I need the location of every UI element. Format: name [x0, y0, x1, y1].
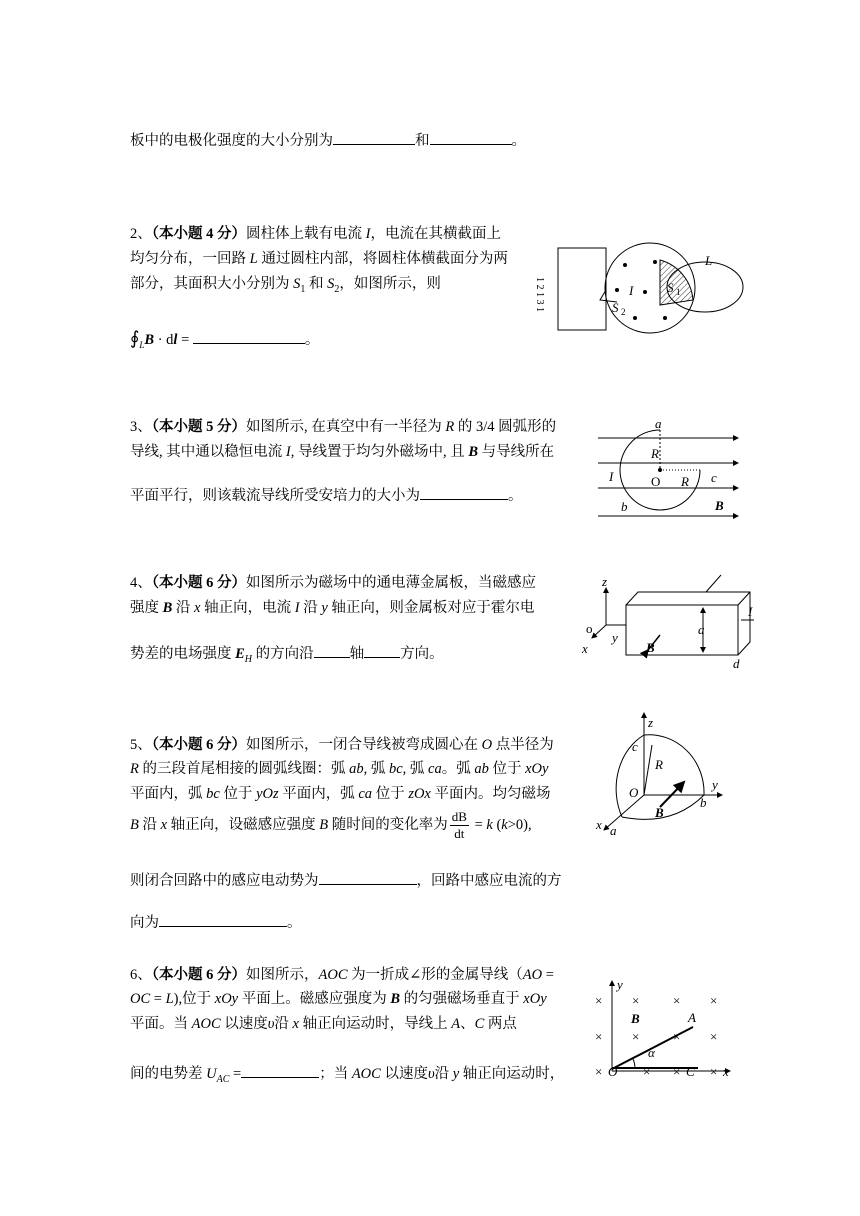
q5-fig-a: a [610, 823, 617, 838]
q4-fig-z: z [602, 574, 608, 589]
q5-fig-O: O [629, 785, 639, 800]
q2-line-2: 均匀分布，一回路 L 通过圆柱内部，将圆柱体横截面分为两 [130, 251, 508, 267]
q3-fig-R1: R [651, 446, 659, 461]
q3-fig-c: c [711, 470, 717, 485]
svg-text:×: × [643, 1064, 651, 1079]
svg-text:×: × [595, 1064, 603, 1079]
q3-figure [595, 418, 745, 528]
q3-fig-B: B [715, 498, 724, 513]
answer-blank [430, 130, 512, 145]
q2-fig-S2: S [612, 300, 619, 315]
answer-blank [364, 643, 400, 658]
answer-blank [241, 1063, 319, 1078]
q2-fig-S1: S [667, 280, 674, 295]
answer-blank [314, 643, 350, 658]
svg-text:×: × [673, 1029, 681, 1044]
q2-fig-I: I [629, 283, 634, 298]
q2-figure [534, 240, 765, 340]
contour-integral: ∮ [130, 328, 140, 348]
svg-text:×: × [595, 1029, 603, 1044]
q5-fig-b: b [700, 795, 707, 810]
q5-line-2: R 的三段首尾相接的圆弧线圈：弧 ab, 弧 bc, 弧 ca。弧 ab 位于 xOy [130, 761, 549, 777]
svg-text:×: × [595, 993, 603, 1008]
q5-line-5: 则闭合回路中的感应电动势为 ，回路中感应电流的方 [130, 870, 562, 891]
q5-fig-z: z [648, 715, 654, 730]
q3-fig-I: I [609, 469, 614, 484]
q5-line-4: B 沿 x 轴正向，设磁感应强度 B 随时间的变化率为 $\frac{dB}{dt}$ = k (k>0), [130, 809, 532, 842]
q6-fig-O: O [608, 1064, 618, 1079]
q5-fig-y: y [712, 777, 718, 792]
q3-fig-b: b [621, 499, 628, 514]
svg-text:1: 1 [676, 287, 681, 297]
rate-fraction: $\frac{dB}{dt}$ [451, 809, 467, 842]
answer-blank [319, 870, 417, 885]
q3-line-2: 导线, 其中通以稳恒电流 I, 导线置于均匀外磁场中, 且 B 与导线所在 [130, 444, 555, 460]
q6-fig-B: B [631, 1011, 640, 1026]
q3-fig-R2: R [681, 474, 689, 489]
q2-formula-line: $∮_LB$ · dl = 。 [130, 328, 320, 350]
svg-text:×: × [632, 993, 640, 1008]
svg-text:×: × [710, 1029, 718, 1044]
svg-text:×: × [632, 1029, 640, 1044]
q2-side-label: 1 2 1 3 1 [534, 277, 545, 312]
q3-fig-O: O [651, 474, 661, 489]
q6-fig-C: C [686, 1064, 695, 1079]
q6-line-1: 6、（本小题 6 分）如图所示，AOC 为一折成∠形的金属导线（AO = [130, 967, 554, 983]
answer-blank [159, 912, 287, 927]
q2-line-3: 部分，其面积大小分别为 $S_1$ 和 $S_2$，如图所示，则 [130, 276, 441, 295]
q5-fig-x: x [596, 817, 602, 832]
q3-fig-a: a [655, 416, 662, 431]
q4-line-2: 强度 B 沿 x 轴正向，电流 I 沿 y 轴正向，则金属板对应于霍尔电 [130, 600, 535, 616]
q4-line-1: 4、（本小题 6 分）如图所示为磁场中的通电薄金属板，当磁感应 [130, 575, 536, 591]
q6-fig-A: A [688, 1010, 696, 1025]
answer-blank [193, 329, 305, 344]
svg-text:×: × [710, 993, 718, 1008]
q6-figure [590, 975, 740, 1083]
svg-text:2: 2 [621, 307, 626, 317]
q5-line-3: 平面内，弧 bc 位于 yOz 平面内，弧 ca 位于 zOx 平面内。均匀磁场 [130, 786, 551, 802]
q4-fig-a: a [698, 622, 705, 637]
svg-text:×: × [673, 993, 681, 1008]
q6-fig-y: y [617, 977, 623, 992]
q5-line-1: 5、（本小题 6 分）如图所示，一闭合导线被弯成圆心在 O 点半径为 [130, 737, 554, 753]
q4-fig-I: I [748, 604, 753, 619]
q6-fig-alpha: α [648, 1045, 655, 1060]
answer-blank [333, 130, 415, 145]
q5-figure [592, 705, 742, 845]
q4-fig-x: x [582, 641, 588, 656]
q2-line-1: 2、（本小题 4 分）圆柱体上载有电流 I，电流在其横截面上 [130, 226, 501, 242]
q3-line-1: 3、（本小题 5 分）如图所示, 在真空中有一半径为 R 的 3/4 圆弧形的 [130, 419, 557, 435]
q4-fig-y: y [612, 630, 618, 645]
q6-line-3: 平面。当 AOC 以速度υ沿 x 轴正向运动时，导线上 A、C 两点 [130, 1016, 517, 1032]
q4-line-3: 势差的电场强度 $E_H$ 的方向沿 轴 方向。 [130, 643, 444, 670]
q5-fig-R: R [655, 757, 663, 772]
q6-line-4: 间的电势差 $U_{AC}$ = ；当 AOC 以速度υ沿 y 轴正向运动时， [130, 1063, 564, 1090]
q5-fig-c: c [632, 739, 638, 754]
q4-figure [578, 570, 763, 675]
q2-fig-L: L [705, 253, 713, 268]
q4-fig-o: o [586, 621, 593, 636]
q5-fig-B: B [655, 805, 664, 820]
svg-text:×: × [673, 1064, 681, 1079]
q6-fig-x: x [723, 1064, 729, 1079]
answer-blank [420, 485, 508, 500]
q5-line-6: 向为 。 [130, 912, 302, 933]
q3-line-3: 平面平行，则该载流导线所受安培力的大小为 。 [130, 485, 523, 506]
q6-line-2: OC = L),位于 xOy 平面上。磁感应强度为 B 的匀强磁场垂直于 xOy [130, 991, 547, 1007]
q4-fig-B: B [646, 640, 655, 655]
q4-fig-d: d [733, 656, 740, 671]
top-line: 板中的电极化强度的大小分别为 和 。 [130, 130, 526, 151]
svg-text:×: × [710, 1064, 718, 1079]
